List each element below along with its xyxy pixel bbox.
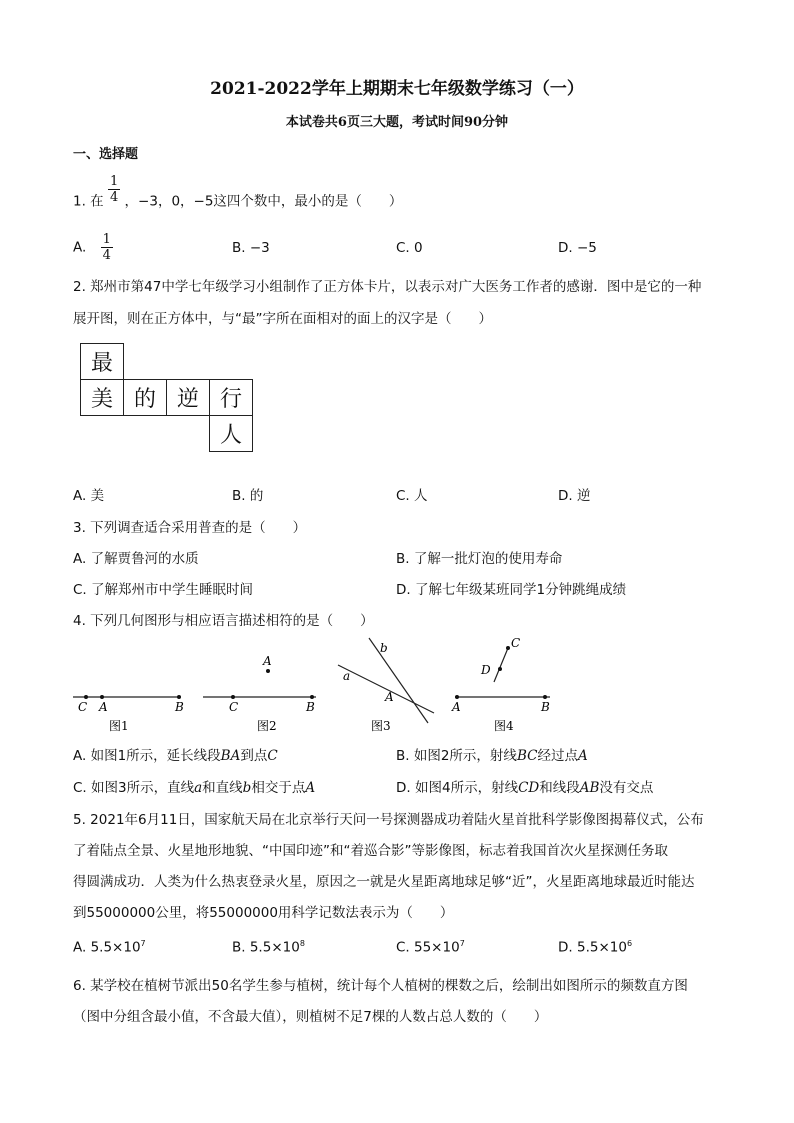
fig2-label-b: B xyxy=(306,700,315,714)
q1-text: ，−3，0，−5这四个数中，最小的是（ ） xyxy=(124,193,403,210)
figure-4 xyxy=(451,636,550,733)
fig4-caption: 图4 xyxy=(494,719,514,733)
q6-line-2: （图中分组含最小值，不含最大值），则植树不足7棵的人数占总人数的（ ） xyxy=(73,1009,548,1025)
q5-option-b: B. $5.5\times 10^8$ xyxy=(232,939,305,956)
q1-option-b: B. −3 xyxy=(232,240,270,256)
q3-option-d: D. 了解七年级某班同学1分钟跳绳成绩 xyxy=(396,582,627,598)
net-cell: 美 xyxy=(80,379,124,416)
q5-line-2: 了着陆点全景、火星地形地貌、“中国印迹”和“着巡合影”等影像图，标志着我国首次火星探测任务取 xyxy=(73,843,668,859)
q1-option-c: C. 0 xyxy=(396,240,423,256)
fig1-label-c: C xyxy=(78,700,88,714)
q4-figures xyxy=(0,630,794,740)
q5-line-4: 到55000000公里，将55000000用科学记数法表示为（ ） xyxy=(73,905,454,921)
figure-2 xyxy=(203,654,316,733)
fig4-label-a: A xyxy=(452,700,461,714)
figure-3 xyxy=(338,638,434,733)
q3-stem: 3. 下列调查适合采用普查的是（ ） xyxy=(73,520,307,536)
page-title: 2021-2022学年上期期末七年级数学练习（一） xyxy=(210,79,584,99)
question-1 xyxy=(73,174,403,217)
q2-option-c: C. 人 xyxy=(396,488,428,504)
q1-opt-a-fraction xyxy=(101,232,113,263)
q5-option-c: C. $55\times 10^7$ xyxy=(396,939,465,956)
q1-option-d: D. −5 xyxy=(558,240,597,256)
section-heading: 一、选择题 xyxy=(73,147,139,162)
q2-option-a: A. 美 xyxy=(73,488,105,504)
fig3-caption: 图3 xyxy=(371,719,391,733)
q3-option-a: A. 了解贾鲁河的水质 xyxy=(73,551,199,567)
fig4-label-b: B xyxy=(541,700,550,714)
q3-option-b: B. 了解一批灯泡的使用寿命 xyxy=(396,551,563,567)
net-cell: 人 xyxy=(209,415,253,452)
q4-option-c: C. 如图3所示，直线a和直线b相交于点A xyxy=(73,780,316,796)
fig2-caption: 图2 xyxy=(257,719,277,733)
fig2-label-a: A xyxy=(263,654,272,668)
fig3-label-b: b xyxy=(380,641,388,655)
q5-line-1: 5. 2021年6月11日，国家航天局在北京举行天问一号探测器成功着陆火星首批科学影像图揭幕仪式，公布 xyxy=(73,812,704,828)
q4-option-b: B. 如图2所示，射线BC经过点A xyxy=(396,748,588,764)
q1-frac-num: 1 xyxy=(109,174,119,189)
q3-option-c: C. 了解郑州市中学生睡眠时间 xyxy=(73,582,254,598)
fig3-label-a-point: A xyxy=(385,690,394,704)
fig1-caption: 图1 xyxy=(109,719,129,733)
q5-line-3: 得圆满成功．人类为什么热衷登录火星，原因之一就是火星距离地球足够“近”，火星距离地球最近时能达 xyxy=(73,874,695,890)
net-cell: 行 xyxy=(209,379,253,416)
q4-stem: 4. 下列几何图形与相应语言描述相符的是（ ） xyxy=(73,613,374,629)
q1-option-a xyxy=(73,232,113,263)
q1-fraction xyxy=(108,174,120,205)
q1-opt-a-num: 1 xyxy=(102,232,111,247)
q6-line-1: 6. 某学校在植树节派出50名学生参与植树，统计每个人植树的棵数之后，绘制出如图所示的频数直方图 xyxy=(73,978,688,994)
fig1-label-a: A xyxy=(99,700,108,714)
q2-option-b: B. 的 xyxy=(232,488,264,504)
net-cell: 逆 xyxy=(166,379,210,416)
fig1-label-b: B xyxy=(175,700,184,714)
q2-line-2: 展开图，则在正方体中，与“最”字所在面相对的面上的汉字是（ ） xyxy=(73,311,492,327)
net-cell: 最 xyxy=(80,343,124,380)
net-cell: 的 xyxy=(123,379,167,416)
q1-opt-a-label: A. xyxy=(73,239,87,256)
fig3-label-a-line: a xyxy=(343,669,351,683)
q4-option-d: D. 如图4所示，射线CD和线段AB没有交点 xyxy=(396,780,654,796)
q1-frac-den: 4 xyxy=(109,190,119,205)
fig2-label-c: C xyxy=(229,700,239,714)
q4-option-a: A. 如图1所示，延长线段BA到点C xyxy=(73,748,278,764)
fig4-label-c: C xyxy=(511,636,521,650)
page-subtitle: 本试卷共6页三大题，考试时间90分钟 xyxy=(285,115,509,130)
fig4-label-d: D xyxy=(481,663,491,677)
q1-number: 1. 在 xyxy=(73,193,104,210)
q5-option-a: A. $5.5\times 10^7$ xyxy=(73,939,146,956)
q2-line-1: 2. 郑州市第47中学七年级学习小组制作了正方体卡片，以表示对广大医务工作者的感谢．图中是它的一种 xyxy=(73,279,702,295)
q1-opt-a-den: 4 xyxy=(102,248,111,263)
q5-option-d: D. $5.5\times 10^6$ xyxy=(558,939,633,956)
figure-1 xyxy=(73,695,184,733)
q2-option-d: D. 逆 xyxy=(558,488,591,504)
